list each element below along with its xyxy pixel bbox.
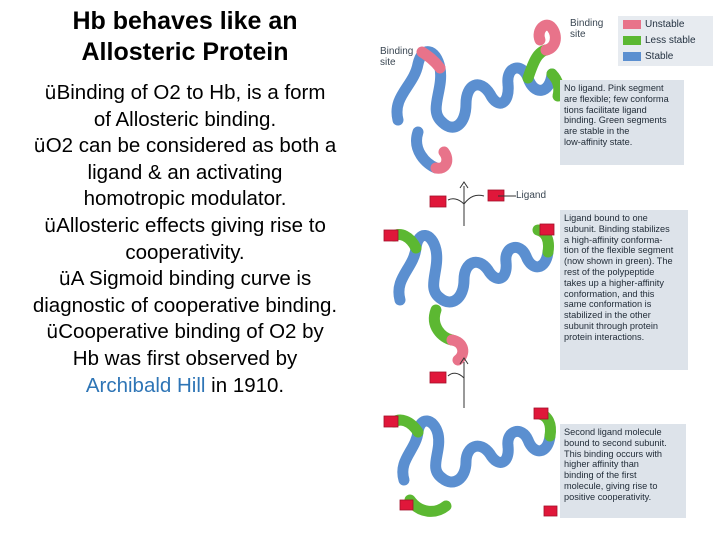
- bullet-text: diagnostic of cooperative binding.: [32, 293, 338, 317]
- ligand-square: [400, 500, 413, 510]
- legend: [618, 16, 713, 66]
- legend-swatch: [623, 20, 641, 29]
- bullet-text: Hb was first observed by: [72, 346, 298, 370]
- protein-segment-unstable: [452, 340, 463, 360]
- bullet-text: of Allosteric binding.: [93, 107, 277, 131]
- caption-box-no-ligand: No ligand. Pink segment are flexible; few conforma tions facilitate ligand binding. Green segments are stable in the low-affinity state.: [560, 80, 684, 165]
- caption-box-two-ligands: Second ligand molecule bound to second subunit. This binding occurs with higher affinity than binding of the first molecule, giving rise to positive cooperativity.: [560, 424, 686, 518]
- bullet-text: ligand & an activating: [87, 160, 283, 184]
- bullet-text: A Sigmoid binding curve is: [70, 267, 312, 291]
- bullet-item: [0, 266, 370, 319]
- branch-arrow-icon: [464, 195, 484, 204]
- ligand-square: [534, 408, 548, 419]
- bullet-text: Allosteric effects giving rise to: [56, 213, 326, 237]
- allosteric-figure: [370, 0, 720, 540]
- branch-arrow-icon: [448, 373, 464, 378]
- binding-site-label-left: Binding site: [380, 46, 414, 68]
- legend-item-stable: Stable: [623, 50, 713, 63]
- bullet-text: cooperativity.: [125, 240, 245, 264]
- ligand-square: [430, 196, 446, 207]
- check-icon: ü: [44, 214, 57, 237]
- bullet-text: O2 can be considered as both a: [45, 134, 337, 158]
- caption-box-one-ligand: Ligand bound to one subunit. Binding stabilizes a high-affinity conforma- tion of the flexible segment (now shown in green). The rest of the polypeptide takes up a higher-affinity conformation, and this same conformation is stabilized in the other subunit through protein protein interactions.: [560, 210, 688, 370]
- check-icon: ü: [58, 268, 71, 291]
- protein-segment-stable: [506, 247, 548, 266]
- title-line-1: Hb behaves like an: [72, 7, 298, 35]
- protein-segment-stable: [508, 431, 550, 450]
- title-line-2: Allosteric Protein: [81, 38, 289, 66]
- protein-segment-stable: [442, 84, 508, 127]
- ligand-label: Ligand: [516, 190, 547, 201]
- check-icon: ü: [33, 135, 46, 158]
- bullet-item: [0, 80, 370, 133]
- check-icon: ü: [46, 321, 59, 344]
- text-column: [0, 6, 370, 399]
- legend-item-unstable: Unstable: [623, 18, 713, 31]
- check-icon: ü: [44, 82, 57, 104]
- legend-swatch: [623, 52, 641, 61]
- bullet-text: Binding of O2 to Hb, is a form: [56, 81, 326, 104]
- ligand-square: [544, 506, 557, 516]
- legend-item-less-stable: Less stable: [623, 34, 713, 47]
- protein-segment-unstable: [436, 152, 447, 168]
- ligand-square: [384, 416, 398, 427]
- bullet-item: [0, 319, 370, 399]
- bullet-list: [0, 80, 370, 399]
- highlight-name: Archibald Hill: [85, 373, 206, 397]
- ligand-square: [430, 372, 446, 383]
- ligand-square: [384, 230, 398, 241]
- slide-title: [0, 6, 370, 68]
- protein-segment-stable: [417, 132, 436, 168]
- bullet-text: homotropic modulator.: [83, 187, 287, 211]
- protein-segment-less-stable: [410, 500, 446, 511]
- legend-swatch: [623, 36, 641, 45]
- bullet-text: in 1910.: [205, 373, 285, 397]
- protein-segment-stable: [440, 262, 506, 302]
- protein-segment-less-stable: [552, 74, 559, 96]
- protein-segment-stable: [442, 446, 508, 482]
- ligand-square: [540, 224, 554, 235]
- bullet-item: [0, 213, 370, 266]
- binding-site-label-right: Binding site: [570, 18, 604, 40]
- bullet-item: [0, 133, 370, 213]
- branch-arrow-icon: [448, 199, 464, 204]
- bullet-text: Cooperative binding of O2 by: [58, 320, 324, 344]
